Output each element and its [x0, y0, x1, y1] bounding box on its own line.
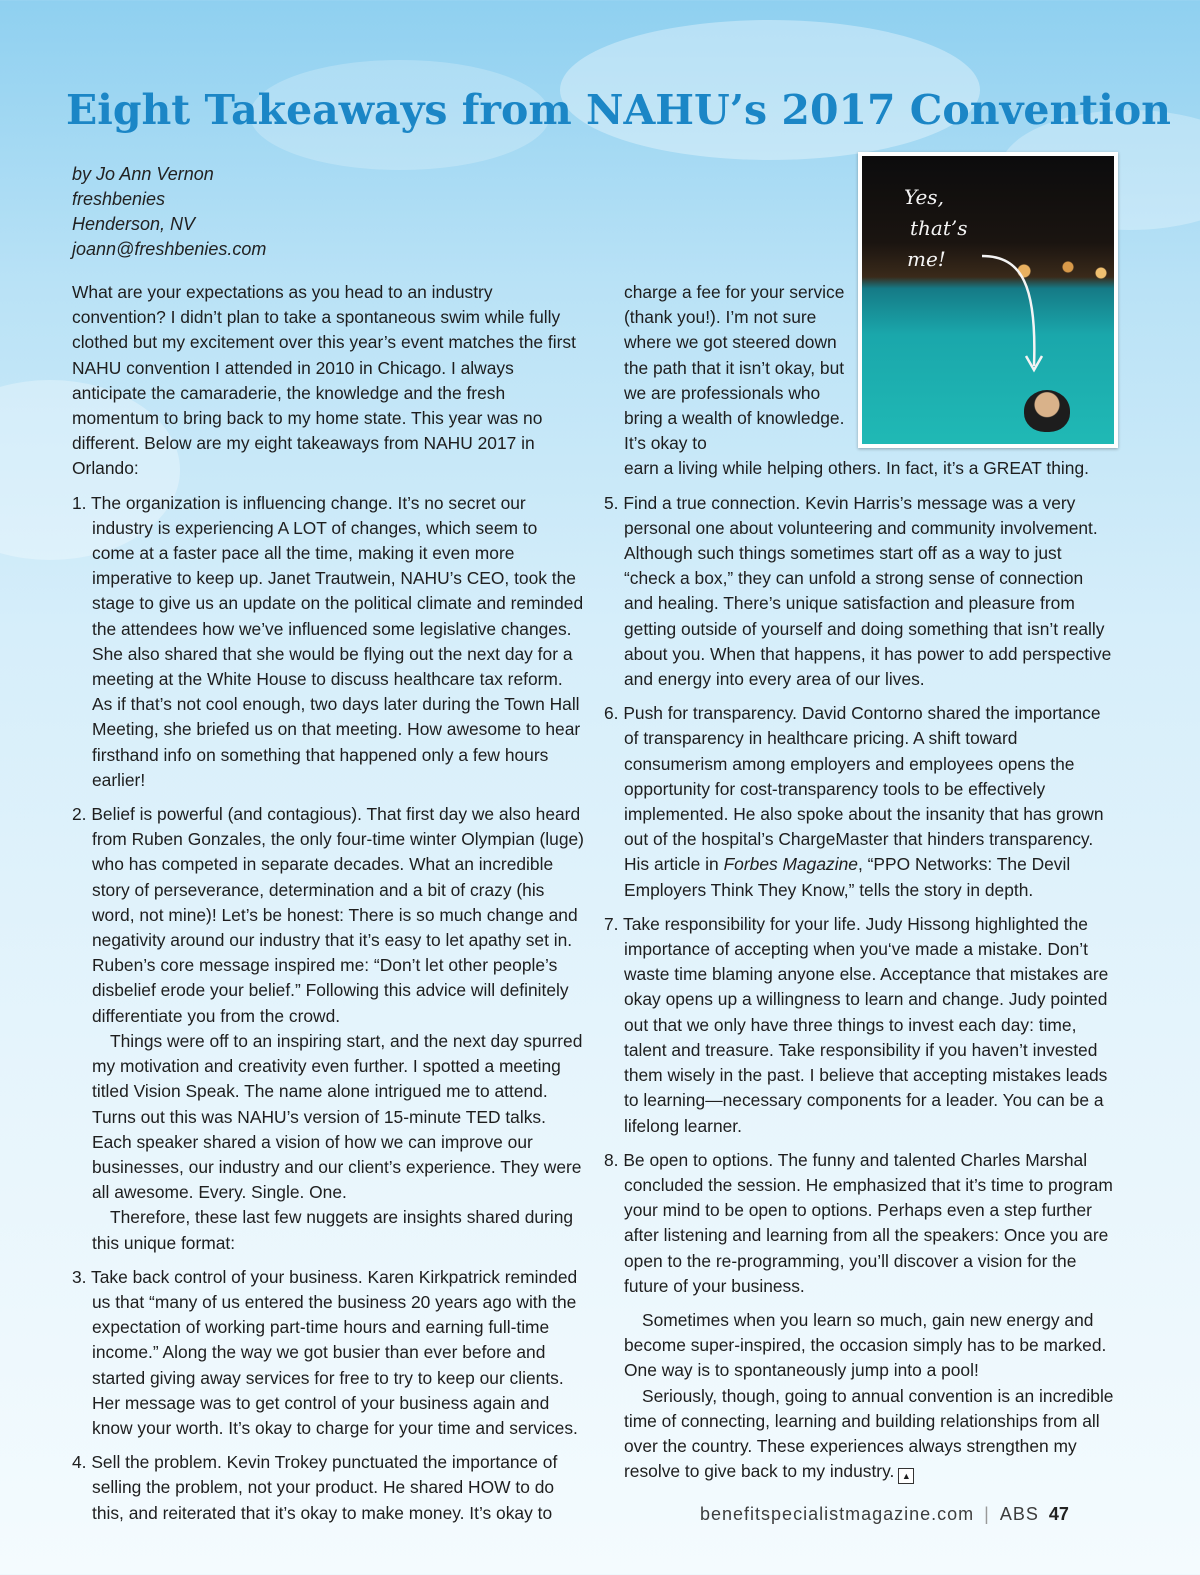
closing-paragraph	[604, 1384, 1114, 1485]
takeaway-8: 8. Be open to options. The funny and talented Charles Marshal concluded the session. He emphasized that it’s time to program your mind to be open to options. Perhaps even a step further after listening and learning from all the speakers: Once you are open to the re-programming, you’ll discover a vision for the future of your business.	[604, 1149, 1113, 1296]
caption-line: me!	[907, 247, 946, 271]
footer-publication: ABS	[999, 1504, 1039, 1524]
footer-separator: |	[984, 1504, 990, 1524]
page-footer	[700, 1504, 1130, 1525]
page-number: 47	[1048, 1504, 1069, 1524]
takeaway-4: 4. Sell the problem. Kevin Trokey punctuated the importance of selling the problem, not your product. He shared HOW to do this, and reiterated that it’s okay to make money. It’s okay to	[72, 1452, 558, 1523]
caption-line: that’s	[910, 216, 968, 240]
magazine-title: Forbes Magazine	[723, 854, 858, 875]
author-name: by Jo Ann Vernon	[72, 164, 214, 184]
body-paragraph: Therefore, these last few nuggets are insights shared during this unique format:	[92, 1207, 574, 1253]
caption-line: Yes,	[904, 185, 944, 209]
takeaway-2: 2. Belief is powerful (and contagious). That first day we also heard from Ruben Gonzales, the only four-time winter Olympian (luge) who has competed in separate decades. What an incredible story of perseverance, determination and a bit of crazy (his word, not mine)! Let’s be honest: There is so much change and negativity around our industry that it’s easy to let apathy set in. Ruben’s core message inspired me: “Don’t let other people’s disbelief erode your belief.” Following this advice will definitely differentiate you from the crowd.	[72, 804, 584, 1026]
author-location: Henderson, NV	[72, 214, 196, 234]
author-email: joann@freshbenies.com	[72, 239, 267, 259]
author-company: freshbenies	[72, 189, 166, 209]
end-of-article-icon: ▲	[898, 1468, 914, 1484]
takeaway-4-continued: charge a fee for your service (thank you!). I’m not sure where we got steered down the path that it isn’t okay, but we are professionals who bring a wealth of knowledge. It’s okay to	[624, 282, 845, 454]
intro-paragraph: What are your expectations as you head to an industry convention? I didn’t plan to take a spontaneous swim while fully clothed but my excitement over this year’s event matches the first NAHU convention I attended in 2010 in Chicago. I always anticipate the camaraderie, the knowledge and the fresh momentum to bring back to my home state. This year was no different. Below are my eight takeaways from NAHU 2017 in Orlando:	[72, 282, 576, 479]
takeaway-6	[604, 701, 1114, 903]
byline	[72, 162, 266, 262]
takeaway-6-text: 6. Push for transparency. David Contorno shared the importance of transparency in healthcare pricing. A shift toward consumerism among employers and employees opens the opportunity for cost-transparency tools to be effectively implemented. He also spoke about the insanity that has grown out of the hospital’s ChargeMaster that hinders transparency. His article in	[604, 703, 1104, 875]
takeaway-3: 3. Take back control of your business. Karen Kirkpatrick reminded us that “many of us entered the business 20 years ago with the expectation of working part-time hours and earning full-time income.” Along the way we got busier than ever before and started giving away services for free to try to keep our clients. Her message was to get control of your business again and know your worth. It’s okay to charge for your time and services.	[72, 1266, 578, 1438]
column-right	[604, 280, 1114, 1484]
column-left	[72, 280, 584, 1535]
closing-text: Seriously, though, going to annual convention is an incredible time of connecting, learning and building relationships from all over the country. These experiences always strengthen my resolve to give back to my industry.	[624, 1385, 1114, 1482]
takeaway-6-text-end: , “PPO Networks: The Devil Employers Think They Know,” tells the story in depth.	[624, 854, 1071, 900]
footer-website: benefitspecialistmagazine.com	[700, 1504, 975, 1524]
article-title: Eight Takeaways from NAHU’s 2017 Convention	[66, 86, 1171, 134]
takeaway-4-continued-full: earn a living while helping others. In fact, it’s a GREAT thing.	[624, 458, 1089, 479]
body-paragraph: Things were off to an inspiring start, and the next day spurred my motivation and creativity even further. I spotted a meeting titled Vision Speak. The name alone intrigued me to attend. Turns out this was NAHU’s version of 15-minute TED talks. Each speaker shared a vision of how we can improve our businesses, our industry and our client’s experience. They were all awesome. Every. Single. One.	[92, 1030, 583, 1203]
takeaway-7: 7. Take responsibility for your life. Judy Hissong highlighted the importance of accepting when you‘ve made a mistake. Don’t waste time blaming anyone else. Acceptance that mistakes are okay opens up a willingness to learn and change. Judy pointed out that we only have three things to invest each day: time, talent and treasure. Take responsibility if you haven’t invested them wisely in the past. I believe that accepting mistakes leads to learning—necessary components for a leader. You can be a lifelong learner.	[604, 913, 1109, 1136]
takeaway-5: 5. Find a true connection. Kevin Harris’s message was a very personal one about volunteering and community involvement. Although such things sometimes start off as a way to just “check a box,” they can unfold a strong sense of connection and healing. There’s unique satisfaction and pleasure from getting outside of yourself and doing something that isn’t really about you. When that happens, it has power to add perspective and energy into every area of our lives.	[604, 492, 1112, 690]
takeaway-1: 1. The organization is influencing change. It’s no secret our industry is experiencing A LOT of changes, which seem to come at a faster pace all the time, making it even more imperative to keep up. Janet Trautwein, NAHU’s CEO, took the stage to give us an update on the political climate and reminded the attendees how we’ve influenced some legislative changes. She also shared that she would be flying out the next day for a meeting at the White House to discuss healthcare tax reform. As if that’s not cool enough, two days later during the Town Hall Meeting, she briefed us on that meeting. How awesome to hear firsthand info on something that happened only a few hours earlier!	[72, 492, 584, 790]
closing-paragraph: Sometimes when you learn so much, gain new energy and become super-inspired, the occasion simply has to be marked. One way is to spontaneously jump into a pool!	[624, 1309, 1107, 1381]
